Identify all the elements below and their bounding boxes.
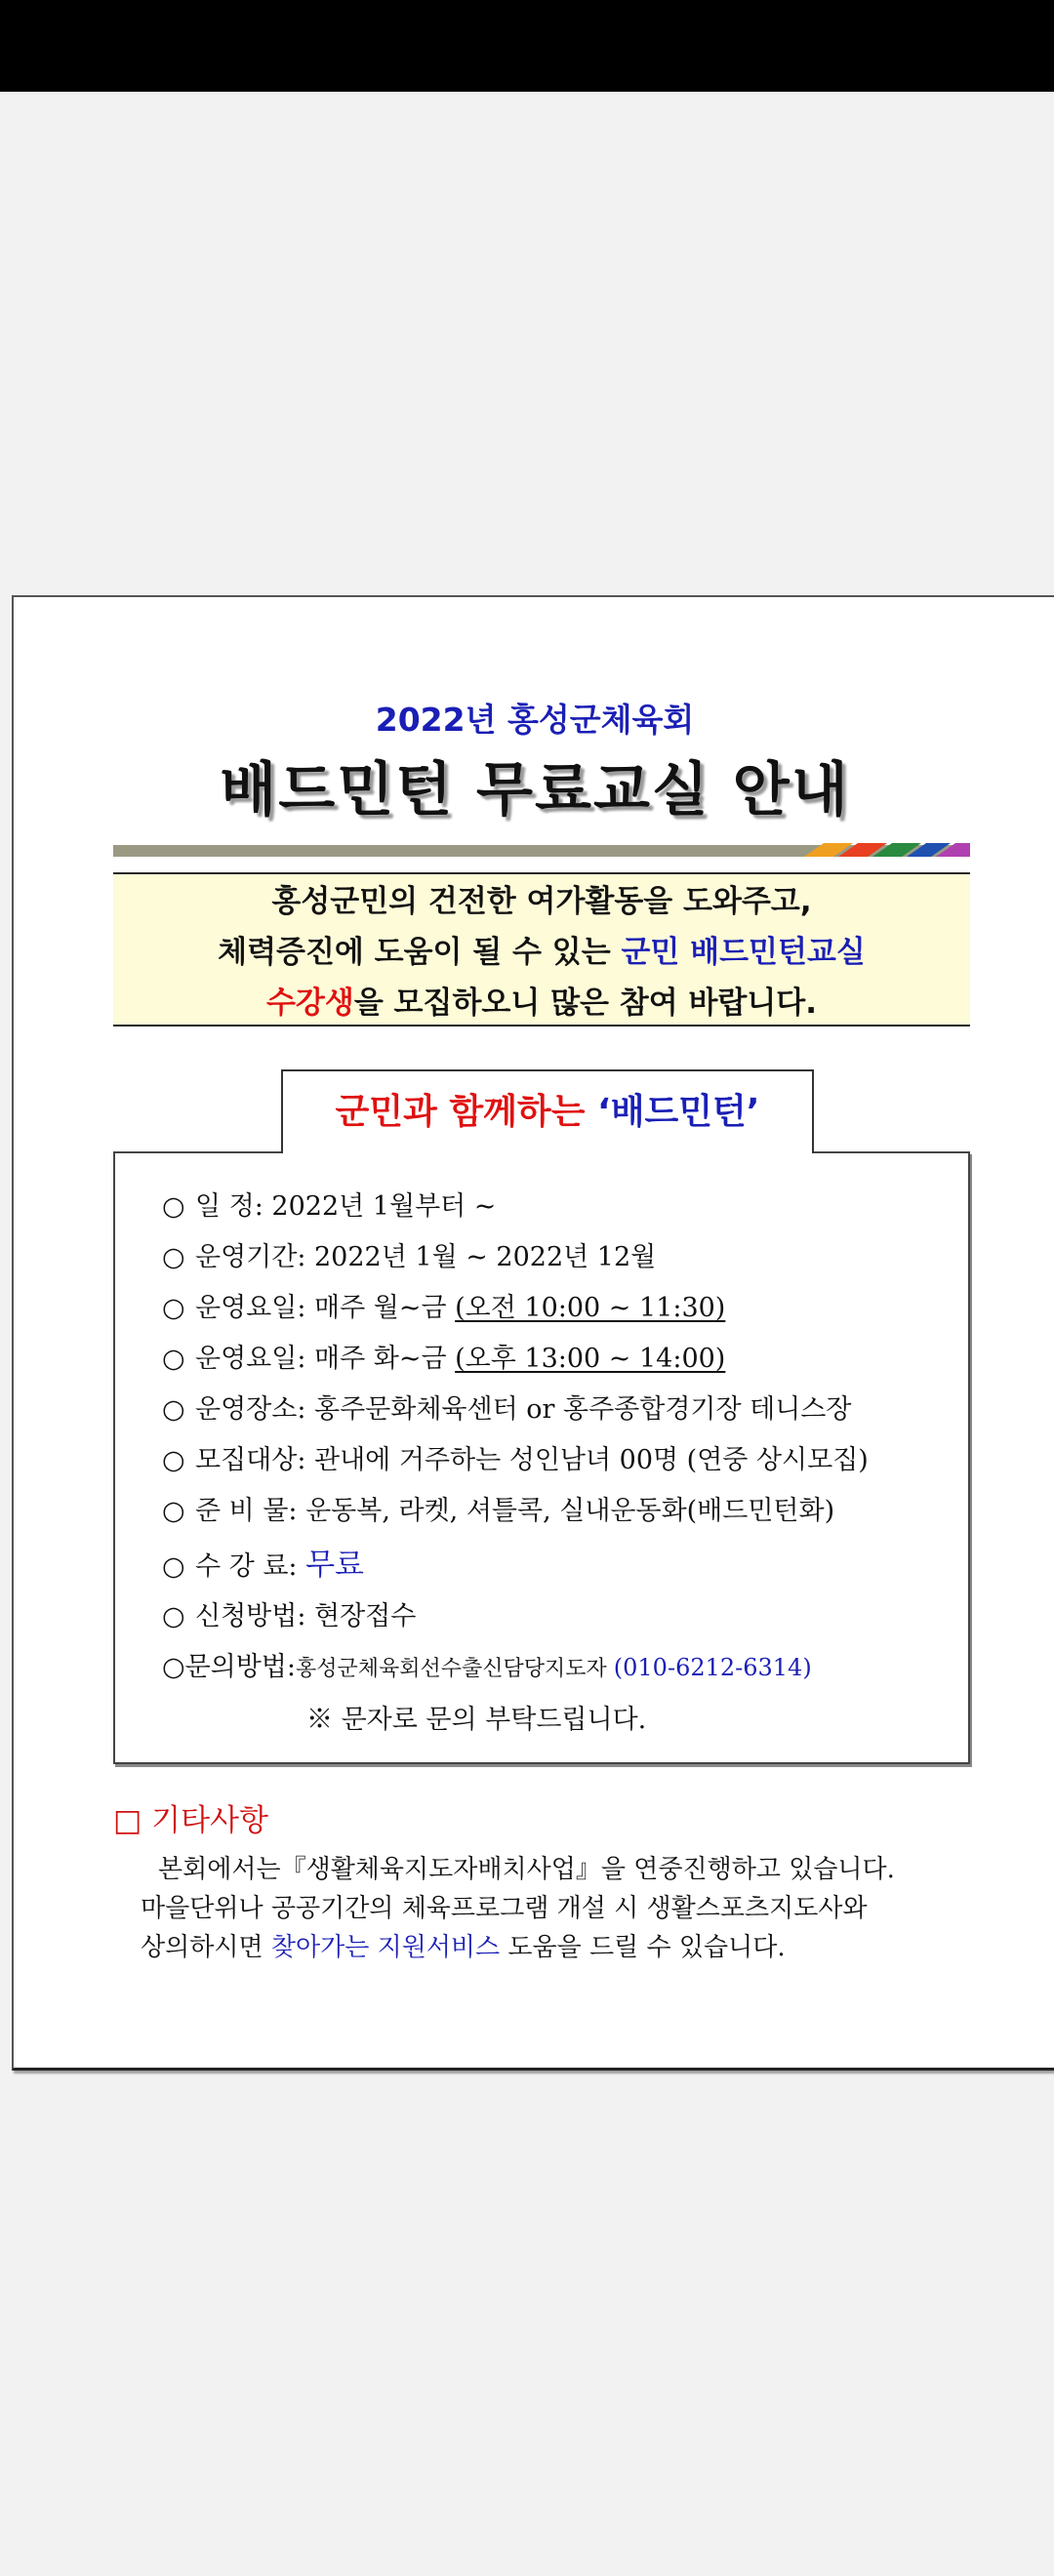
etc-section-body [141,1850,978,1967]
info-contact-person: 홍성군체육회선수출신담당지도자 [296,1657,614,1681]
info-apply [162,1594,416,1632]
info-note: ※ 문자로 문의 부탁드립니다. [306,1705,647,1735]
info-days-2-time: (오후 13:00 ~ 14:00) [455,1344,726,1374]
info-schedule-text: 일 정: 2022년 1월부터 ~ [195,1191,497,1222]
intro-highlight-students: 수강생 [265,986,354,1021]
info-apply-text: 신청방법: 현장접수 [195,1601,417,1631]
circle-bullet-icon: ○ [162,1652,185,1682]
info-schedule [162,1185,496,1223]
intro-line-1: 홍성군민의 건전한 여가활동을 도와주고, [271,884,812,919]
circle-bullet-icon: ○ [162,1293,185,1323]
info-days-1 [162,1286,725,1324]
year-subtitle: 2022년 홍성군체육회 [375,701,695,739]
page-title: 배드민턴 무료교실 안내 [220,756,850,825]
info-days-2 [162,1337,725,1375]
info-period-text: 운영기간: 2022년 1월 ~ 2022년 12월 [195,1242,657,1272]
info-days-1-time: (오전 10:00 ~ 11:30) [455,1293,726,1323]
title-divider [113,845,970,857]
info-contact-label: 문의방법: [184,1652,296,1682]
info-fee-label: 수 강 료: [195,1551,306,1582]
etc-highlight-service: 찾아가는 지원서비스 [270,1933,501,1962]
info-place-text: 운영장소: 홍주문화체육센터 or 홍주종합경기장 테니스장 [195,1394,852,1425]
etc-line-3-text-c: 도움을 드릴 수 있습니다. [500,1933,786,1962]
top-black-bar [0,0,1054,92]
info-days-1-label: 운영요일: 매주 월~금 [195,1293,456,1323]
etc-line-2: 마을단위나 공공기간의 체육프로그램 개설 시 생활스포츠지도사와 [141,1894,868,1923]
info-contact [162,1645,812,1683]
circle-bullet-icon: ○ [162,1551,185,1582]
circle-bullet-icon: ○ [162,1344,185,1374]
color-stripes-decoration [794,843,970,857]
info-target-text: 모집대상: 관내에 거주하는 성인남녀 00명 (연중 상시모집) [195,1445,869,1475]
info-fee [162,1540,364,1584]
etc-section-title: □ 기타사항 [113,1803,268,1838]
intro-line-2-text: 체력증진에 도움이 될 수 있는 [218,935,622,970]
slogan-part-1: 군민과 함께하는 [335,1092,598,1132]
info-target [162,1438,869,1476]
info-box [113,1151,970,1764]
circle-bullet-icon: ○ [162,1394,185,1425]
circle-bullet-icon: ○ [162,1601,185,1631]
etc-line-3 [141,1928,978,1967]
slogan-tab [281,1069,814,1153]
intro-line-2 [113,927,970,978]
intro-line-3-text: 을 모집하오니 많은 참여 바랍니다. [353,986,818,1021]
info-supplies-text: 준 비 물: 운동복, 라켓, 셔틀콕, 실내운동화(배드민턴화) [195,1496,835,1526]
intro-box [113,872,970,1026]
slogan-part-2: ‘배드민턴’ [597,1092,760,1132]
info-period [162,1235,656,1273]
document-page [12,595,1054,2071]
info-contact-phone: (010-6212-6314) [613,1654,812,1681]
info-days-2-label: 운영요일: 매주 화~금 [195,1344,456,1374]
circle-bullet-icon: ○ [162,1445,185,1475]
circle-bullet-icon: ○ [162,1496,185,1526]
info-supplies [162,1489,834,1527]
circle-bullet-icon: ○ [162,1242,185,1272]
circle-bullet-icon: ○ [162,1191,185,1222]
intro-highlight-program: 군민 배드민턴교실 [621,935,866,970]
info-place [162,1388,851,1426]
etc-line-3-text-a: 상의하시면 [141,1933,271,1962]
etc-line-1: 본회에서는『생활체육지도자배치사업』을 연중진행하고 있습니다. [158,1855,895,1884]
intro-line-3 [113,978,970,1028]
info-fee-value: 무료 [305,1548,364,1583]
